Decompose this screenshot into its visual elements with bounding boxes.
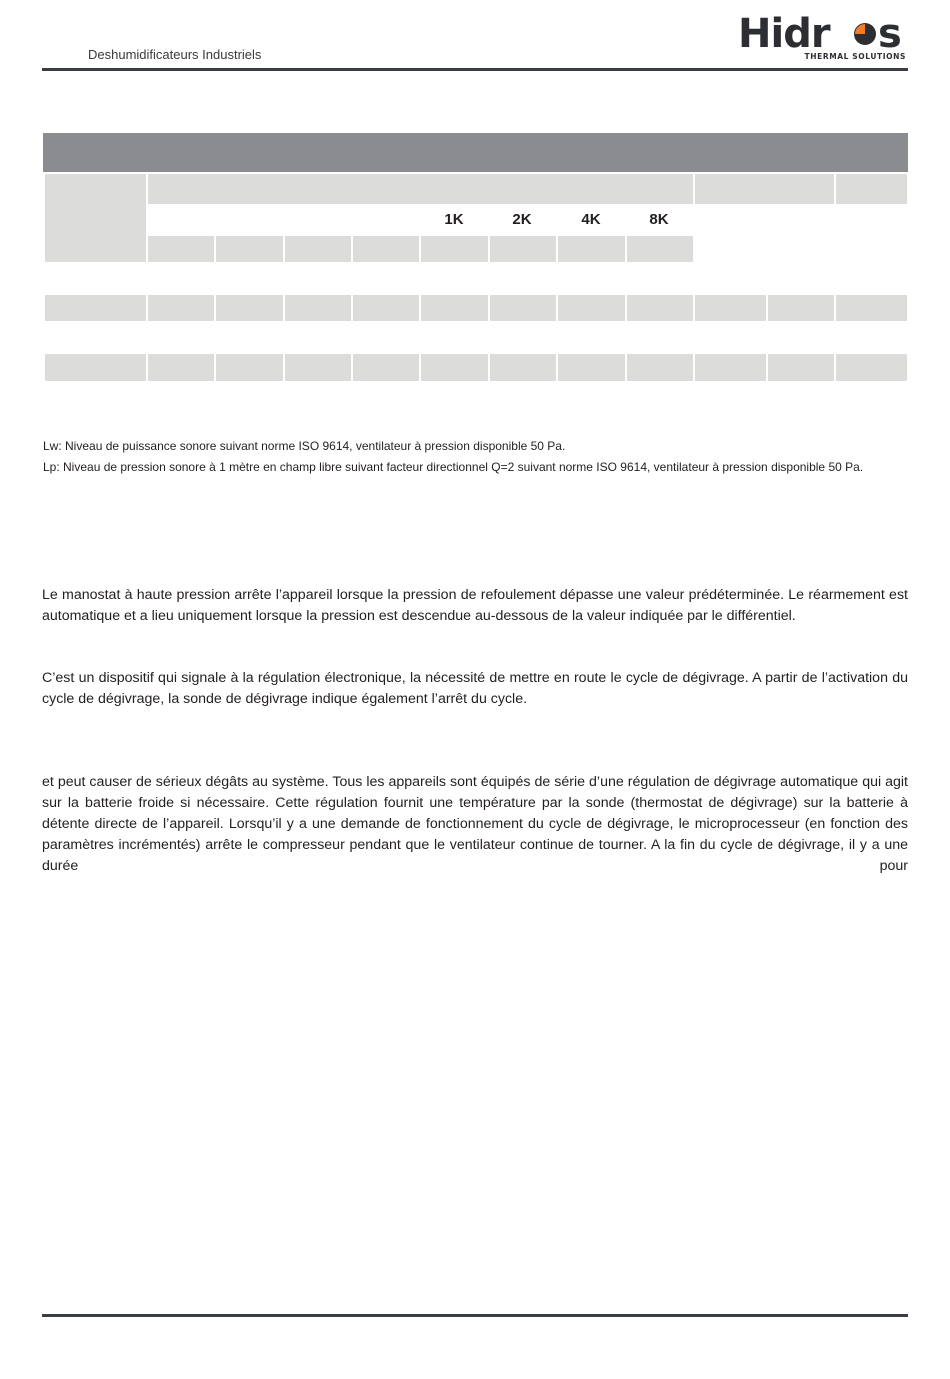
table-cell [45,354,146,381]
table-cell [627,295,693,321]
table-cell [490,236,556,262]
table-cell [421,354,488,381]
table-cell [558,354,625,381]
table-cell [148,236,214,262]
table-cell [695,174,834,204]
table-cell [45,174,146,262]
table-cell [216,295,283,321]
table-header-band [43,133,908,172]
table-cell [490,295,556,321]
note-lp: Lp: Niveau de pression sonore à 1 mètre en champ libre suivant facteur directionnel Q=2 suivant norme ISO 9614, ventilateur à pression disponible 50 Pa. [43,460,864,474]
header-rule [42,68,908,71]
table-cell [285,354,351,381]
table-cell [627,354,693,381]
table-cell [558,295,625,321]
svg-text:THERMAL SOLUTIONS: THERMAL SOLUTIONS [804,52,906,61]
table-cell [836,354,907,381]
table-cell [768,295,834,321]
paragraph-high-pressure-switch: Le manostat à haute pression arrête l’appareil lorsque la pression de refoulement dépasse une valeur prédéterminée. Le réarmement est automatique et a lieu uniquement lorsque la pression est descendue au-dessous de la valeur indiquée par le différentiel. [42,587,908,624]
frequency-label-8k: 8K [649,211,669,228]
logo-graphic [738,12,910,64]
table-cell [695,295,766,321]
table-cell [216,354,283,381]
table-cell [353,295,419,321]
hidros-logo [738,12,910,64]
table-cell [421,295,488,321]
frequency-label-1k: 1K [444,211,464,228]
table-cell [148,354,214,381]
paragraph-defrost-probe: C’est un dispositif qui signale à la régulation électronique, la nécessité de mettre en route le cycle de dégivrage. A partir de l’activation du cycle de dégivrage, la sonde de dégivrage indique également l’arrêt du cycle. [42,670,908,707]
table-cell [836,174,907,204]
frequency-label-2k: 2K [512,211,532,228]
table-cell [353,354,419,381]
frequency-label-4k: 4K [581,211,601,228]
paragraph-defrost-control: et peut causer de sérieux dégâts au système. Tous les appareils sont équipés de série d’une régulation de dégivrage automatique qui agit sur la batterie froide si nécessaire. Cette régulation fournit une température par la sonde (thermostat de dégivrage) sur la batterie à détente directe de l’appareil. Lorsqu’il y a une demande de fonctionnement du cycle de dégivrage, le microprocesseur (en fonction des paramètres incrémentés) arrête le compresseur pendant que le ventilateur continue de tourner. A la fin du cycle de dégivrage, il y a une durée pour [42,774,908,874]
table-cell [148,174,693,204]
table-cell [836,295,907,321]
document-header-title: Deshumidificateurs Industriels [88,47,262,62]
table-cell [627,236,693,262]
table-cell [490,354,556,381]
table-cell [558,236,625,262]
table-cell [148,295,214,321]
table-cell [285,236,351,262]
footer-rule [42,1314,908,1317]
table-cell [768,354,834,381]
table-cell [45,295,146,321]
table-cell [285,295,351,321]
table-cell [216,236,283,262]
table-cell [421,236,488,262]
table-cell [695,354,766,381]
note-lw: Lw: Niveau de puissance sonore suivant norme ISO 9614, ventilateur à pression disponible 50 Pa. [43,439,566,453]
table-cell [353,236,419,262]
svg-text:s: s [878,12,902,57]
svg-text:Hidr: Hidr [738,12,830,57]
